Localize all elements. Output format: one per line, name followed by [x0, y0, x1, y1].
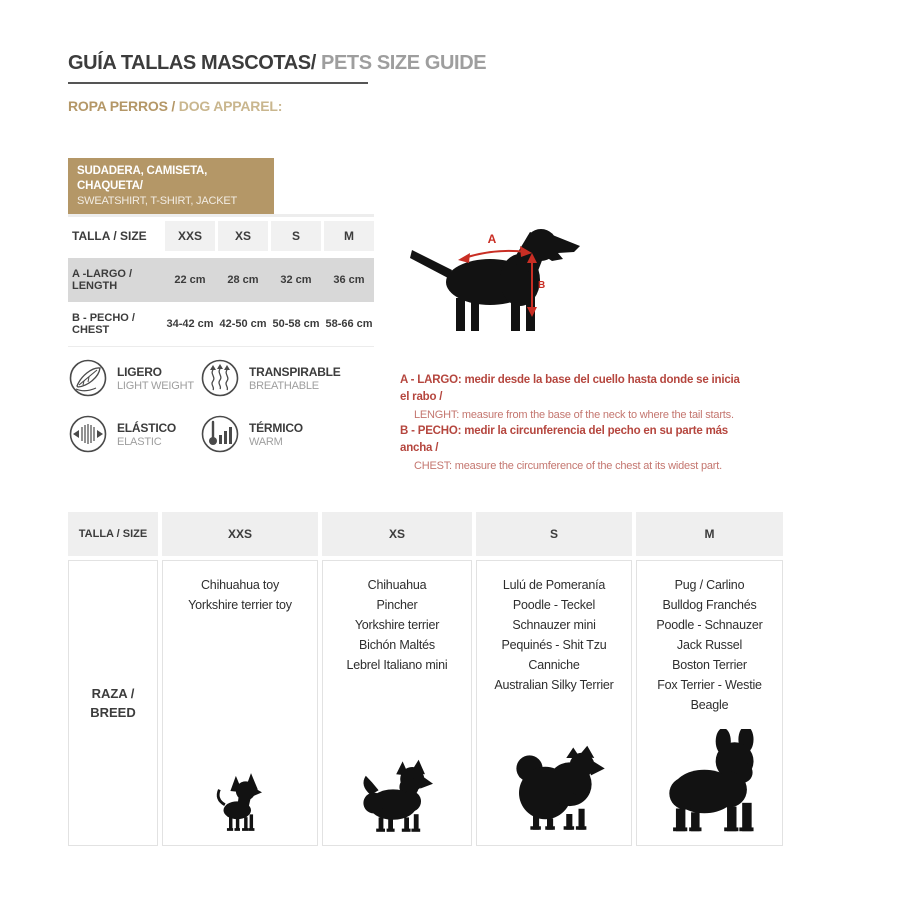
breed-item: Jack Russel — [676, 638, 743, 652]
measure-label-a: A — [487, 232, 497, 246]
breed-row-label-es: RAZA / — [91, 685, 135, 701]
feature-name: TRANSPIRABLE — [249, 364, 341, 379]
dog-slot — [637, 729, 782, 835]
garment-type-banner — [68, 158, 274, 214]
length-row-label: A -LARGO / LENGTH — [72, 268, 133, 292]
size-table-header-xxs: XXS — [165, 221, 215, 251]
note-a-es: A - LARGO: medir desde la base del cuello hasta donde se inicia el rabo / — [400, 374, 740, 404]
breed-header-s: S — [476, 512, 632, 556]
feature-name: TÉRMICO — [249, 420, 303, 435]
page-title-es: GUÍA TALLAS MASCOTAS/ — [68, 52, 316, 74]
page-subtitle — [68, 98, 282, 114]
breed-item: Fox Terrier - Westie — [657, 678, 762, 692]
chest-m: 58-66 cm — [325, 318, 373, 330]
breed-table — [68, 512, 785, 846]
feature-elastic — [68, 414, 200, 454]
breed-item: Beagle — [690, 698, 729, 712]
breed-item: Chihuahua — [367, 578, 427, 592]
breed-item: Schnauzer mini — [512, 618, 596, 632]
banner-line-en: SWEATSHIRT, T-SHIRT, JACKET — [77, 194, 238, 207]
feature-name: ELÁSTICO — [117, 420, 177, 435]
breed-item: Pug / Carlino — [674, 578, 745, 592]
feature-warm — [200, 414, 390, 454]
breed-table-body — [68, 560, 785, 846]
breed-item: Canniche — [528, 658, 580, 672]
feather-icon — [68, 358, 108, 398]
feature-name: LIGERO — [117, 364, 162, 379]
breed-header-xxs: XXS — [162, 512, 318, 556]
feature-sub: WARM — [249, 435, 283, 448]
page-subtitle-es: ROPA PERROS / — [68, 98, 179, 114]
page-title-en: PETS SIZE GUIDE — [315, 52, 487, 74]
pomeranian-silhouette — [500, 737, 608, 835]
labrador-silhouette — [408, 220, 586, 335]
measure-label-b: B — [538, 280, 546, 291]
breed-item: Poodle - Teckel — [512, 598, 596, 612]
feature-sub: ELASTIC — [117, 435, 162, 448]
feature-breathable — [200, 358, 390, 398]
breed-row-label — [68, 560, 158, 846]
length-s: 32 cm — [280, 274, 312, 286]
breed-item: Yorkshire terrier toy — [188, 598, 292, 612]
feature-lightweight — [68, 358, 200, 398]
breed-header-m: M — [636, 512, 783, 556]
breed-header-xs: XS — [322, 512, 472, 556]
size-table-header-row — [68, 221, 374, 251]
breed-column-xs — [322, 560, 472, 846]
length-m: 36 cm — [333, 274, 365, 286]
note-a-en: LENGHT: measure from the base of the neck to where the tail starts. — [414, 408, 734, 421]
breed-item: Lebrel Italiano mini — [346, 658, 448, 672]
chest-row — [68, 302, 374, 347]
measurement-notes — [400, 372, 750, 474]
chest-s: 50-58 cm — [272, 318, 320, 330]
size-table-header-xs: XS — [218, 221, 268, 251]
banner-line-es: SUDADERA, CAMISETA, CHAQUETA/ — [77, 165, 208, 192]
chihuahua-silhouette — [200, 769, 280, 835]
feature-sub: LIGHT WEIGHT — [117, 379, 194, 392]
size-table-header-label: TALLA / SIZE — [72, 229, 147, 243]
breed-column-m — [636, 560, 783, 846]
breed-table-header-row — [68, 512, 785, 556]
breed-item: Boston Terrier — [672, 658, 747, 672]
breed-item: Bichón Maltés — [359, 638, 435, 652]
note-b-en: CHEST: measure the circumference of the chest at its widest part. — [414, 459, 722, 472]
measurement-diagram — [408, 220, 586, 340]
breed-item: Poodle - Schnauzer — [656, 618, 763, 632]
breed-column-xxs — [162, 560, 318, 846]
breathable-icon — [200, 358, 240, 398]
chest-row-label: B - PECHO / CHEST — [72, 312, 135, 336]
size-table-header-m: M — [324, 221, 374, 251]
breed-column-s — [476, 560, 632, 846]
breed-item: Lulú de Pomeranía — [502, 578, 606, 592]
dog-slot — [477, 737, 631, 835]
feature-sub: BREATHABLE — [249, 379, 319, 392]
breed-header-label: TALLA / SIZE — [68, 512, 158, 556]
breed-item: Chihuahua toy — [200, 578, 279, 592]
page-title — [68, 52, 487, 84]
thermometer-icon — [200, 414, 240, 454]
chest-xs: 42-50 cm — [219, 318, 267, 330]
table-top-border — [68, 214, 374, 217]
breed-item: Pincher — [376, 598, 418, 612]
breed-item: Bulldog Franchés — [662, 598, 757, 612]
length-xs: 28 cm — [227, 274, 259, 286]
dog-slot — [163, 769, 317, 835]
length-row — [68, 258, 374, 302]
dog-slot — [323, 755, 471, 835]
elastic-icon — [68, 414, 108, 454]
breed-item: Yorkshire terrier — [354, 618, 440, 632]
length-xxs: 22 cm — [174, 274, 206, 286]
page-subtitle-en: DOG APPAREL: — [178, 98, 283, 114]
breed-item: Australian Silky Terrier — [494, 678, 614, 692]
note-b-es: B - PECHO: medir la circunferencia del pecho en su parte más ancha / — [400, 425, 728, 455]
french-bulldog-silhouette — [651, 729, 769, 835]
breed-item: Pequinés - Shit Tzu — [501, 638, 607, 652]
breed-row-label-en: BREED — [90, 705, 136, 720]
feature-list — [68, 358, 390, 454]
chest-xxs: 34-42 cm — [166, 318, 214, 330]
size-measurements-table — [68, 214, 374, 347]
yorkshire-silhouette — [351, 755, 443, 835]
size-table-header-s: S — [271, 221, 321, 251]
